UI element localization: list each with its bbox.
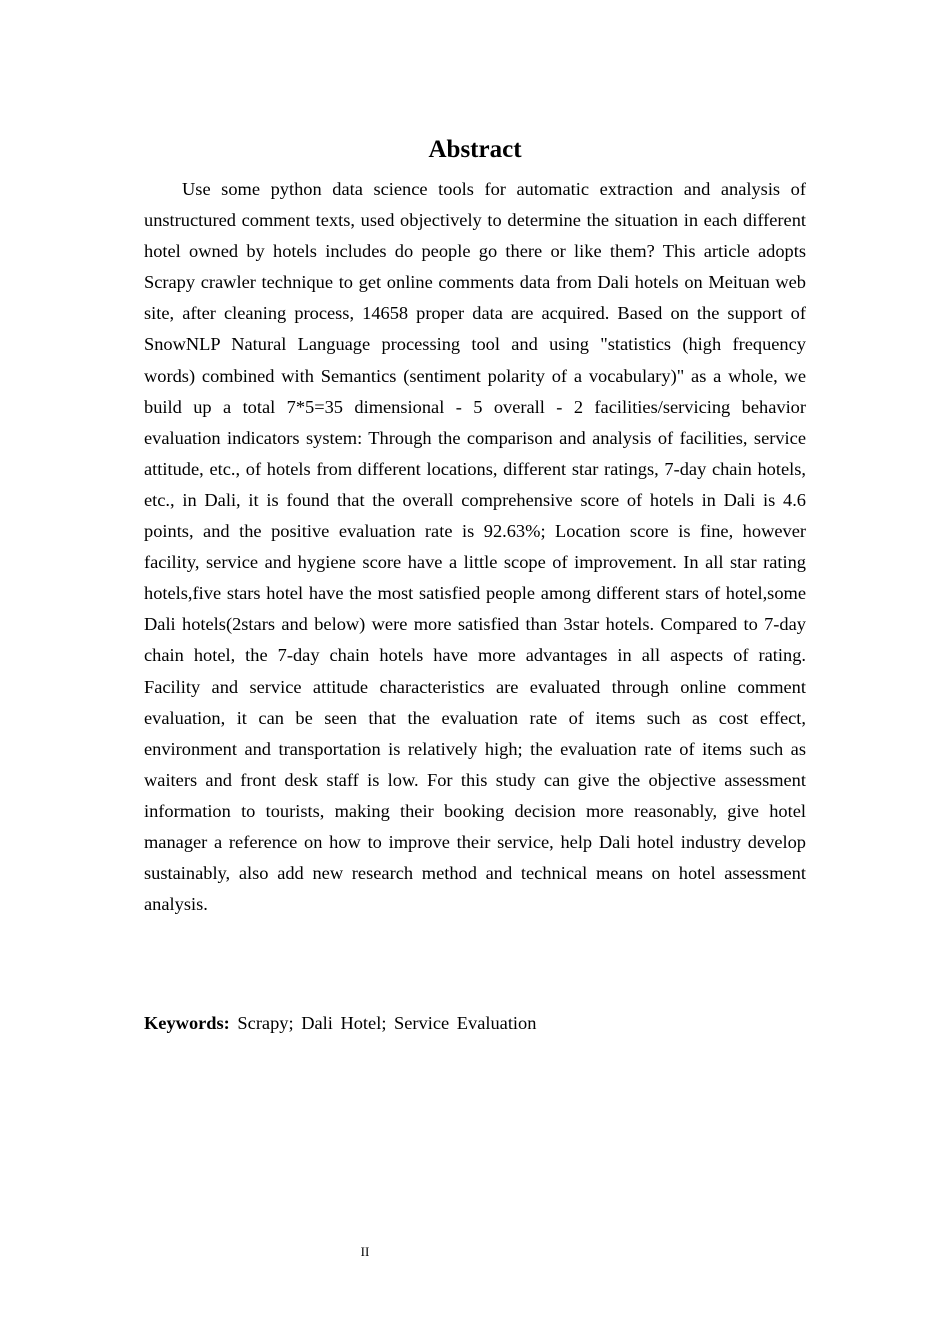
abstract-paragraph: Use some python data science tools for automatic extraction and analysis of unstructured comment texts, used objectively to determine the situation in each different hotel owned by hotels includes do people go there or like them? This article adopts Scrapy crawler technique to get online comments data from Dali hotels on Meituan web site, after cleaning process, 14658 proper data are acquired. Based on the support of SnowNLP Natural Language processing tool and using "statistics (high frequency words) combined with Semantics (sentiment polarity of a vocabulary)" as a whole, we build up a total 7*5=35 dimensional - 5 overall - 2 facilities/servicing behavior evaluation indicators system: Through the comparison and analysis of facilities, service attitude, etc., of hotels from different locations, different star ratings, 7-day chain hotels, etc., in Dali, it is found that the overall comprehensive score of hotels in Dali is 4.6 points, and the positive evaluation rate is 92.63%; Location score is fine, however facility, service and hygiene score have a little scope of improvement. In all star rating hotels,five stars hotel have the most satisfied people among different stars of hotel,some Dali hotels(2stars and below) were more satisfied than 3star hotels. Compared to 7-day chain hotel, the 7-day chain hotels have more advantages in all aspects of rating. Facility and service attitude characteristics are evaluated through online comment evaluation, it can be seen that the evaluation rate of items such as cost effect, environment and transportation is relatively high; the evaluation rate of items such as waiters and front desk staff is low. For this study can give the objective assessment information to tourists, making their booking decision more reasonably, give hotel manager a reference on how to improve their service, help Dali hotel industry develop sustainably, also add new research method and technical means on hotel assessment analysis. (144, 179, 806, 915)
keywords-value: Scrapy; Dali Hotel; Service Evaluation (237, 1013, 537, 1033)
abstract-title: Abstract (428, 136, 522, 163)
keywords-line (144, 1008, 806, 1038)
page-number: II (360, 1244, 370, 1259)
keywords-label: Keywords: (144, 1013, 230, 1033)
